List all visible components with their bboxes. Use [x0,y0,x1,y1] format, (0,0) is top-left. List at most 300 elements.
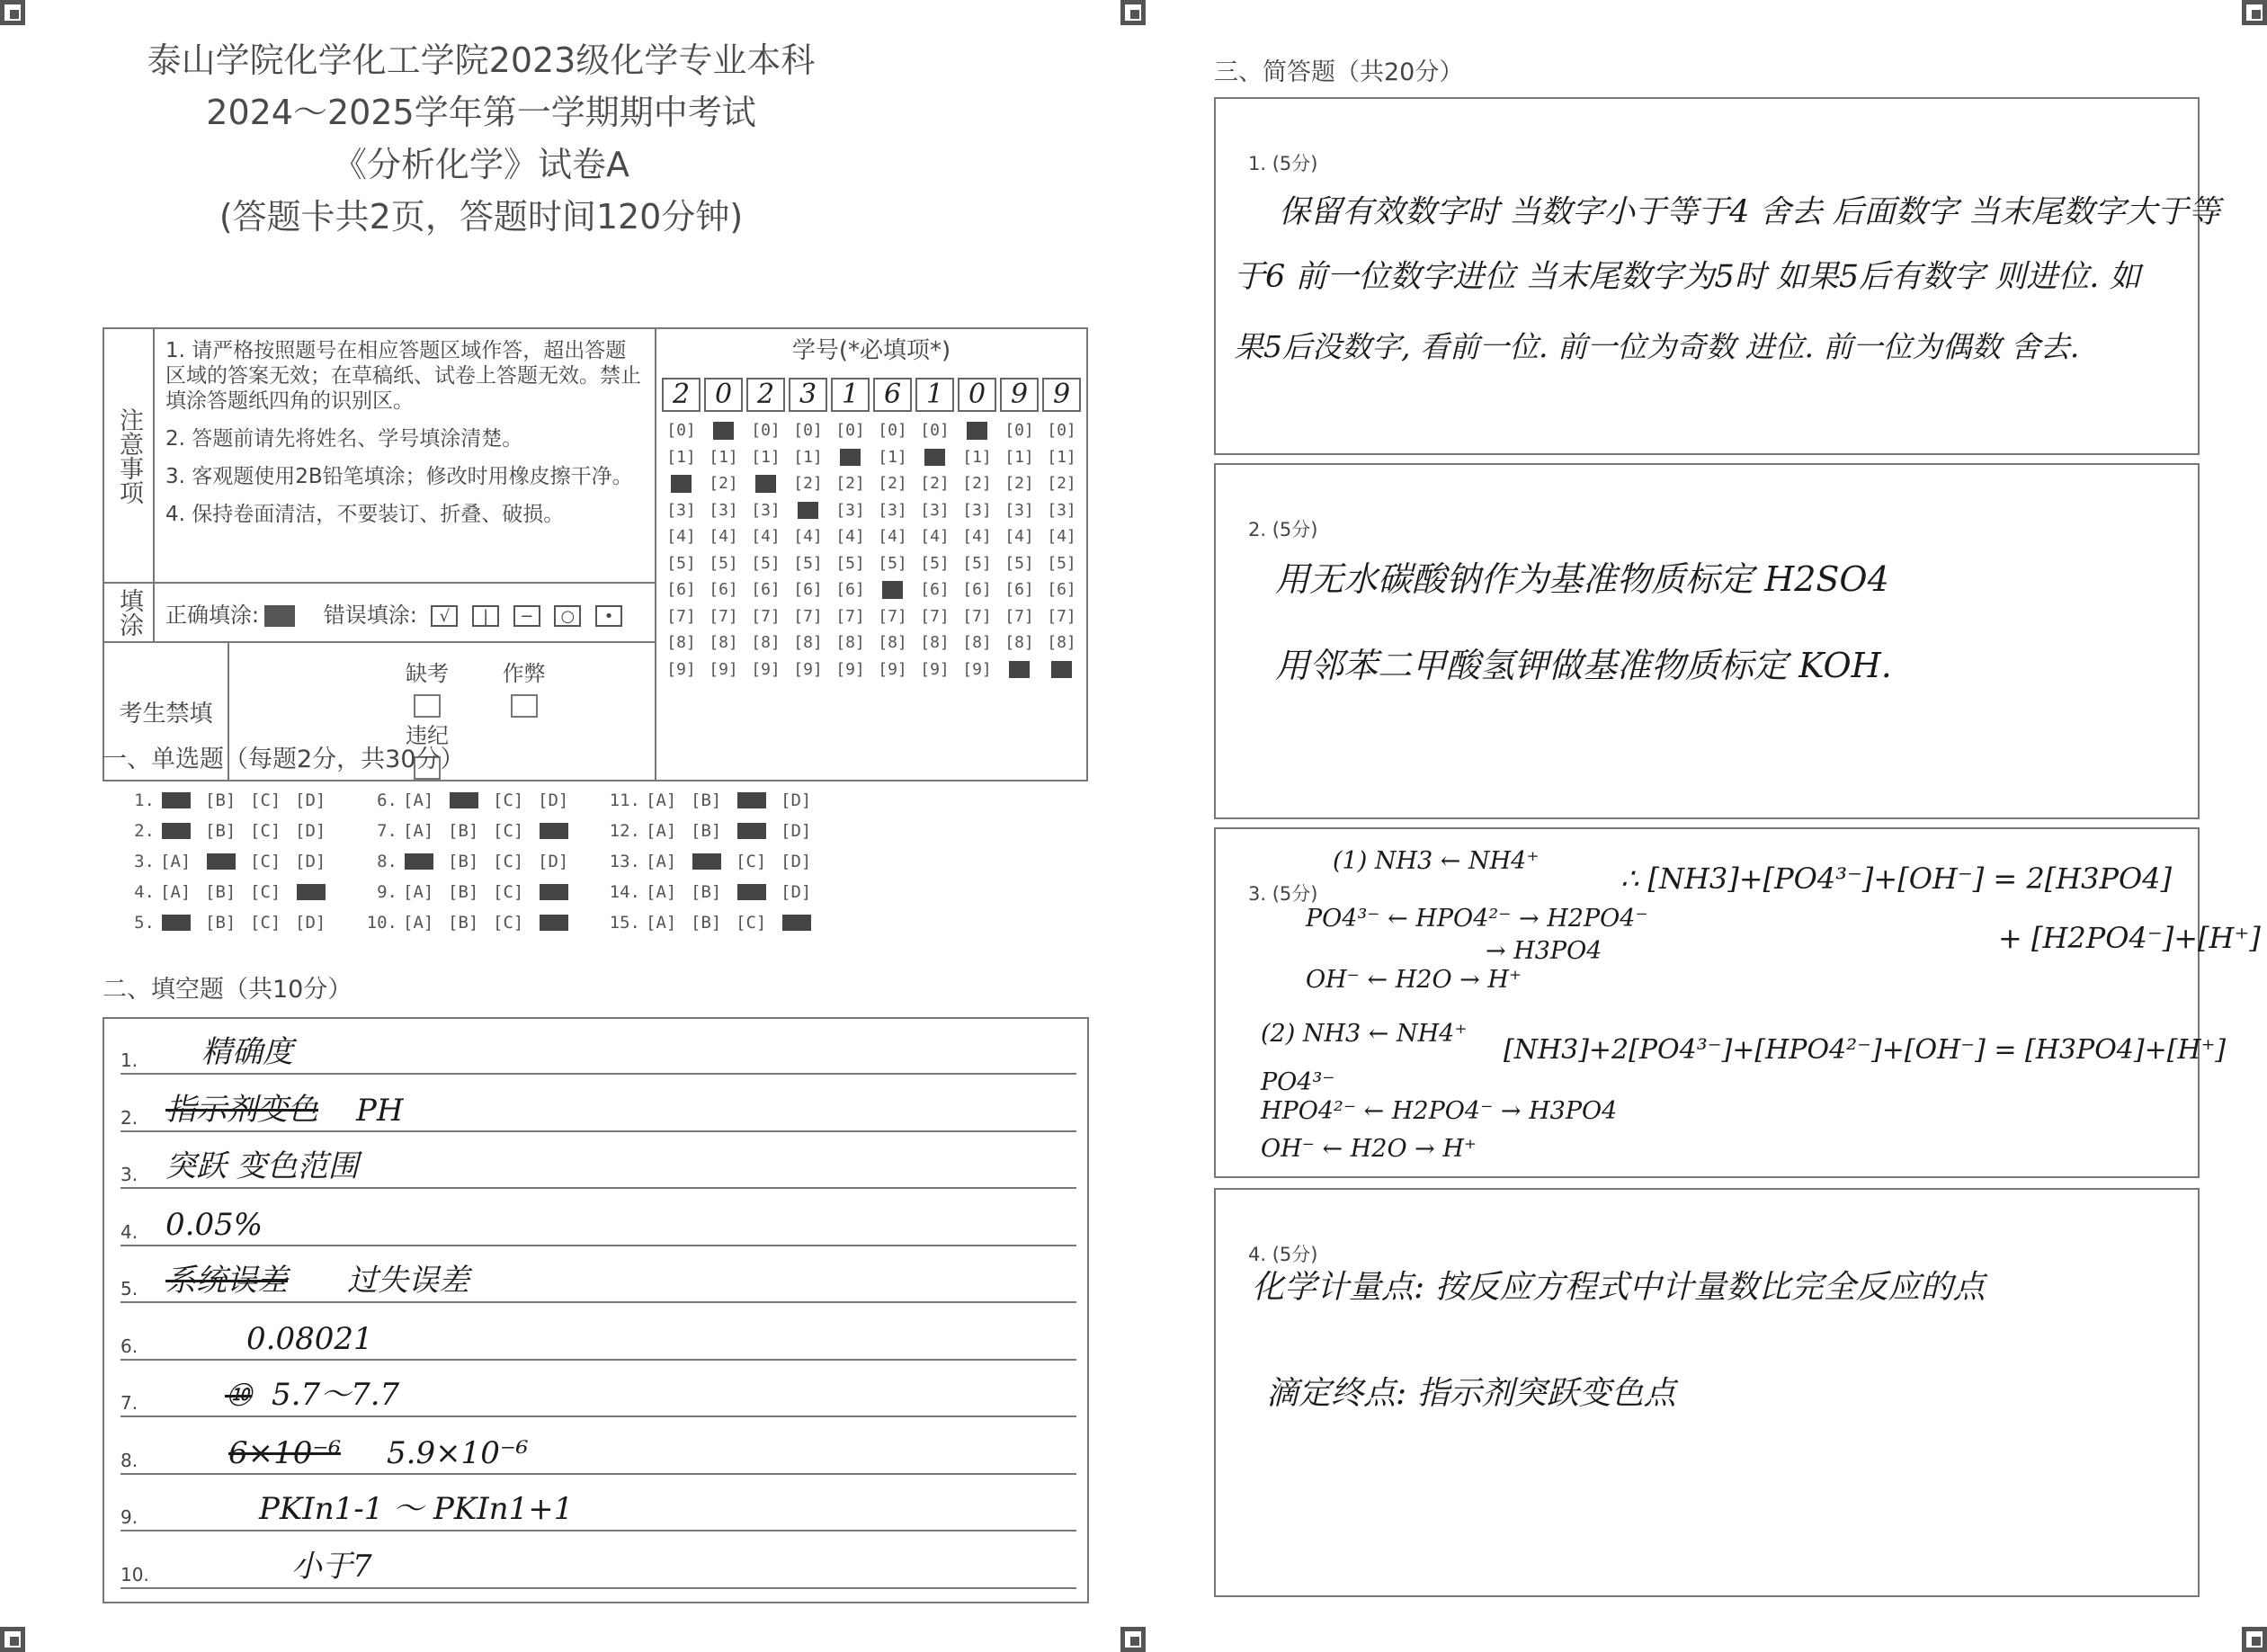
ban-item-cheat[interactable] [488,656,560,718]
handwritten-line[interactable]: HPO4²⁻ ← H2PO4⁻ → H3PO4 [1261,1097,1618,1125]
blank-number: 5. [120,1278,138,1299]
id-bubble[interactable]: [6] [751,580,781,599]
student-id-panel [656,328,1087,781]
blank-number: 6. [120,1335,138,1357]
handwritten-line[interactable]: 保留有效数字时 当数字小于等于4 舍去 后面数字 当末尾数字大于等 [1279,194,2220,230]
blank-number: 10. [120,1564,149,1585]
short-answer-box-1 [1214,97,2220,455]
mc-option-bubble[interactable]: [C] [493,852,524,871]
mc-option-bubble[interactable] [160,816,205,846]
id-bubble[interactable] [956,417,998,444]
id-bubble[interactable] [660,470,702,497]
handwritten-line[interactable]: ∴ [NH3]+[PO4³⁻]+[OH⁻] = 2[H3PO4] [1620,862,2173,896]
mc-option-bubble[interactable]: [D] [781,821,812,841]
mc-question-number: 8. [377,852,397,871]
corner-mark-bottom-right [2242,1627,2267,1652]
handwritten-line[interactable]: PO4³⁻ [1261,1068,1335,1096]
id-bubble[interactable] [1040,656,1083,683]
student-id-digit[interactable]: 9 [1000,378,1039,412]
mc-option-bubble[interactable]: [D] [781,882,812,902]
fill-blank-line [120,1476,1076,1531]
blank-answer[interactable]: 过失误差 [347,1263,469,1299]
id-bubble[interactable]: [9] [962,659,992,679]
wrong-fill-mark: − [513,605,540,627]
id-bubble[interactable] [787,497,829,524]
section3-title: 三、简答题（共20分） [1214,58,1464,86]
id-bubble[interactable]: [1] [751,447,781,467]
ban-item-label: 缺考 [406,661,449,686]
mc-question [602,907,854,938]
mc-question-number: 11. [609,790,640,810]
fill-blank-line [120,1019,1076,1075]
notice-item: 3. 客观题使用2B铅笔填涂；修改时用橡皮擦干净。 [165,465,633,488]
id-bubble[interactable]: [3] [1004,500,1034,520]
mc-question-number: 7. [377,821,397,841]
id-bubble[interactable]: [7] [962,606,992,626]
id-bubble[interactable]: [2] [920,474,950,493]
bubble-row [660,550,1083,577]
blank-answer[interactable]: 5.7～7.7 [272,1377,400,1413]
notice-table [103,327,1088,781]
id-bubble[interactable]: [4] [920,527,950,546]
student-id-digit[interactable]: 1 [915,378,954,412]
blank-number: 2. [120,1107,138,1129]
id-bubble[interactable]: [2] [709,474,738,493]
id-bubble[interactable]: [9] [835,659,865,679]
id-bubble[interactable] [871,576,914,603]
mc-option-bubble[interactable]: [A] [403,821,434,841]
id-bubble[interactable]: [7] [878,606,907,626]
blank-number: 3. [120,1164,138,1185]
id-bubble[interactable]: [5] [709,553,738,573]
student-id-digit[interactable]: 2 [746,378,785,412]
title-line: 2024～2025学年第一学期期中考试 [206,93,756,132]
id-bubble[interactable]: [6] [1004,580,1034,599]
id-bubble[interactable]: [4] [835,527,865,546]
mc-option-bubble[interactable]: [D] [538,790,569,810]
student-id-digit[interactable]: 0 [958,378,996,412]
id-bubble[interactable]: [5] [666,553,696,573]
bubble-row [660,523,1083,550]
corner-mark-bottom-center [1120,1627,1146,1652]
notice-item: 4. 保持卷面清洁，不要装订、折叠、破损。 [165,503,565,526]
id-bubble[interactable]: [5] [962,553,992,573]
id-bubble[interactable]: [9] [751,659,781,679]
blank-answer-struck: 指示剂变色 [165,1092,318,1128]
mc-option-bubble[interactable]: [C] [736,913,767,933]
id-bubble[interactable]: [2] [835,474,865,493]
mc-question [117,846,369,877]
bubble-row [660,470,1083,497]
mc-column [360,785,611,938]
mc-option-bubble[interactable]: [C] [250,821,281,841]
id-bubble[interactable]: [3] [751,500,781,520]
mc-question-number: 13. [609,852,640,871]
student-id-digits [660,378,1083,412]
mc-option-bubble[interactable]: [B] [205,882,237,902]
mc-option-bubble[interactable]: [B] [205,821,237,841]
blank-number: 1. [120,1049,138,1071]
mc-question [602,846,854,877]
blank-answer[interactable]: 小于7 [291,1549,372,1585]
blank-answer[interactable]: 5.9×10⁻⁶ [387,1435,529,1471]
blank-answer-struck: ⑩ [225,1378,253,1414]
mc-option-bubble[interactable]: [A] [646,852,677,871]
corner-mark-top-center [1120,0,1146,25]
id-bubble[interactable] [998,656,1040,683]
mc-option-bubble[interactable]: [D] [295,821,326,841]
blank-number: 9. [120,1506,138,1528]
question-number: 3. (5分) [1248,883,1318,905]
id-bubble[interactable]: [7] [920,606,950,626]
mc-option-bubble[interactable]: [D] [295,913,326,933]
id-bubble[interactable]: [4] [666,527,696,546]
fill-blank-line [120,1419,1076,1475]
bubble-row [660,444,1083,471]
wrong-fill-mark: | [472,605,499,627]
ban-checkbox[interactable] [414,694,441,718]
mc-option-bubble[interactable]: [B] [205,913,237,933]
mc-option-bubble[interactable] [736,785,781,816]
mc-option-bubble[interactable]: [A] [160,852,192,871]
id-bubble[interactable]: [4] [751,527,781,546]
id-bubble[interactable]: [2] [962,474,992,493]
id-bubble[interactable]: [2] [1004,474,1034,493]
mc-question-number: 15. [609,913,640,933]
id-bubble[interactable]: [1] [1004,447,1034,467]
handwritten-line[interactable]: 用无水碳酸钠作为基准物质标定 H2SO4 [1275,559,1889,599]
mc-question [602,785,854,816]
handwritten-line[interactable]: 果5后没数字, 看前一位. 前一位为奇数 进位. 前一位为偶数 舍去. [1234,329,2080,364]
mc-option-bubble[interactable]: [D] [295,790,326,810]
mc-option-bubble[interactable] [538,877,583,907]
mc-option-bubble[interactable]: [A] [403,882,434,902]
student-id-digit[interactable]: 3 [789,378,827,412]
id-bubble[interactable]: [0] [751,421,781,440]
blank-answer[interactable]: PH [356,1093,404,1129]
mc-option-bubble[interactable]: [A] [646,821,677,841]
mc-option-bubble[interactable] [538,907,583,938]
id-bubble[interactable]: [3] [962,500,992,520]
id-bubble[interactable]: [1] [793,447,823,467]
id-bubble[interactable]: [7] [1047,606,1076,626]
id-bubble[interactable]: [8] [666,633,696,652]
mc-option-bubble[interactable]: [C] [736,852,767,871]
student-id-digit[interactable]: 6 [873,378,912,412]
id-bubble[interactable] [702,417,745,444]
mc-option-bubble[interactable] [736,877,781,907]
correct-fill-mark [264,605,295,627]
id-bubble[interactable]: [6] [835,580,865,599]
id-bubble[interactable]: [0] [1047,421,1076,440]
id-bubble[interactable]: [3] [666,500,696,520]
id-bubble[interactable]: [1] [1047,447,1076,467]
mc-option-bubble[interactable]: [D] [781,852,812,871]
handwritten-line[interactable]: → H3PO4 [1486,937,1602,965]
wrong-fill-mark: √ [431,605,458,627]
handwritten-line[interactable]: 用邻苯二甲酸氢钾做基准物质标定 KOH. [1275,646,1892,685]
id-bubble[interactable] [829,444,871,471]
mc-option-bubble[interactable]: [B] [691,821,722,841]
id-bubble[interactable]: [9] [793,659,823,679]
id-bubble[interactable]: [7] [835,606,865,626]
handwritten-line[interactable]: OH⁻ ← H2O → H⁺ [1306,966,1522,994]
title-line: 《分析化学》试卷A [333,145,629,184]
mc-option-bubble[interactable] [691,846,736,877]
mc-question-number: 2. [134,821,155,841]
id-bubble[interactable]: [4] [962,527,992,546]
blank-number: 8. [120,1450,138,1471]
id-bubble[interactable]: [3] [878,500,907,520]
handwritten-line[interactable]: 化学计量点: 按反应方程式中计量数比完全反应的点 [1252,1269,1986,1306]
id-bubble[interactable]: [9] [878,659,907,679]
handwritten-line[interactable]: (1) NH3 ← NH4⁺ [1333,847,1540,875]
id-bubble[interactable]: [4] [709,527,738,546]
id-bubble[interactable]: [4] [793,527,823,546]
id-bubble[interactable]: [4] [878,527,907,546]
wrong-fill-label: 错误填涂: [323,602,417,628]
mc-option-bubble[interactable]: [C] [493,821,524,841]
mc-option-bubble[interactable] [295,877,340,907]
id-bubble[interactable]: [2] [878,474,907,493]
mc-option-bubble[interactable]: [C] [493,790,524,810]
mc-option-bubble[interactable]: [C] [250,790,281,810]
mc-option-bubble[interactable]: [C] [250,882,281,902]
id-bubble[interactable]: [9] [920,659,950,679]
handwritten-line[interactable]: 滴定终点: 指示剂突跃变色点 [1266,1375,1676,1412]
mc-option-bubble[interactable]: [D] [295,852,326,871]
mc-option-bubble[interactable] [448,785,493,816]
mc-question [117,816,369,846]
id-bubble[interactable]: [8] [920,633,950,652]
blank-answer[interactable]: 0.05% [165,1207,263,1243]
fill-blank-line [120,1076,1076,1132]
id-bubble[interactable]: [3] [835,500,865,520]
mc-question [360,785,611,816]
mc-option-bubble[interactable]: [B] [448,882,479,902]
notice-item: 1. 请严格按照题号在相应答题区域作答，超出答题区域的答案无效；在草稿纸、试卷上答题无效。禁止填涂答题纸四角的识别区。 [165,339,641,413]
blank-answer[interactable]: 精确度 [201,1034,293,1070]
mc-question-number: 12. [609,821,640,841]
handwritten-line[interactable]: OH⁻ ← H2O → H⁺ [1261,1135,1477,1163]
id-bubble[interactable]: [5] [751,553,781,573]
id-bubble[interactable]: [8] [709,633,738,652]
mc-option-bubble[interactable]: [D] [781,790,812,810]
correct-fill-label: 正确填涂: [165,602,260,628]
wrong-fill-mark: • [595,605,622,627]
id-bubble[interactable]: [5] [835,553,865,573]
student-id-digit[interactable]: 0 [704,378,743,412]
student-id-digit[interactable]: 9 [1042,378,1081,412]
mc-option-bubble[interactable] [205,846,250,877]
id-bubble[interactable]: [5] [1047,553,1076,573]
id-bubble[interactable]: [0] [793,421,823,440]
ban-item-absent[interactable] [391,656,463,718]
id-bubble[interactable]: [8] [835,633,865,652]
id-bubble[interactable]: [7] [751,606,781,626]
student-id-digit[interactable]: 1 [831,378,870,412]
mc-question [360,907,611,938]
student-id-digit[interactable]: 2 [662,378,701,412]
exam-title [103,34,859,243]
mc-question-number: 10. [366,913,397,933]
mc-option-bubble[interactable]: [A] [403,913,434,933]
mc-option-bubble[interactable]: [B] [448,913,479,933]
mc-option-bubble[interactable] [736,816,781,846]
mc-question [117,907,369,938]
fill-example [154,583,656,642]
mc-option-bubble[interactable]: [D] [538,852,569,871]
id-bubble[interactable]: [5] [920,553,950,573]
id-bubble[interactable]: [3] [1047,500,1076,520]
id-bubble[interactable]: [8] [1047,633,1076,652]
id-bubble[interactable]: [3] [709,500,738,520]
mc-question [117,877,369,907]
fill-blank-box [103,1017,1089,1603]
short-answer-box-2 [1214,463,2200,819]
id-bubble[interactable]: [7] [1004,606,1034,626]
id-bubble[interactable]: [8] [793,633,823,652]
id-bubble[interactable]: [5] [878,553,907,573]
bubble-row [660,630,1083,656]
id-bubble[interactable]: [4] [1047,527,1076,546]
mc-question-number: 3. [134,852,155,871]
id-bubble[interactable]: [6] [920,580,950,599]
mc-question [360,846,611,877]
mc-option-bubble[interactable]: [A] [646,913,677,933]
mc-option-bubble[interactable]: [A] [160,882,192,902]
mc-question [602,816,854,846]
mc-option-bubble[interactable]: [A] [403,790,434,810]
id-bubble[interactable]: [7] [793,606,823,626]
short-answer-box-3 [1214,827,2261,1178]
handwritten-line[interactable]: 于6 前一位数字进位 当末尾数字为5时 如果5后有数字 则进位. 如 [1234,259,2141,295]
title-line: 泰山学院化学化工学院2023级化学专业本科 [147,40,816,80]
mc-option-bubble[interactable]: [B] [448,852,479,871]
mc-option-bubble[interactable]: [B] [691,790,722,810]
mc-question [117,785,369,816]
mc-column [117,785,369,938]
question-number: 1. (5分) [1248,153,1318,174]
id-bubble[interactable]: [5] [793,553,823,573]
ban-item-label: 违纪 [406,723,449,748]
student-id-label: 学号(*必填项*) [791,337,951,364]
id-bubble[interactable]: [5] [1004,553,1034,573]
id-bubble[interactable]: [0] [835,421,865,440]
id-bubble[interactable] [745,470,787,497]
question-number: 2. (5分) [1248,519,1318,540]
id-bubble[interactable]: [0] [920,421,950,440]
id-bubble[interactable]: [2] [1047,474,1076,493]
ban-checkbox[interactable] [511,694,538,718]
mc-question [360,816,611,846]
mc-question-number: 4. [134,882,155,902]
mc-option-bubble[interactable]: [B] [448,821,479,841]
handwritten-line[interactable]: PO4³⁻ ← HPO4²⁻ → H2PO4⁻ [1306,905,1648,933]
id-bubble[interactable]: [1] [878,447,907,467]
id-bubble[interactable] [914,444,956,471]
id-bubble[interactable]: [0] [666,421,696,440]
id-bubble[interactable]: [1] [666,447,696,467]
mc-option-bubble[interactable]: [A] [646,790,677,810]
mc-option-bubble[interactable]: [C] [250,913,281,933]
id-bubble[interactable]: [0] [1004,421,1034,440]
mc-option-bubble[interactable]: [B] [205,790,237,810]
id-bubble[interactable]: [9] [666,659,696,679]
blank-answer[interactable]: 0.08021 [246,1321,373,1357]
fill-blank-line [120,1533,1076,1589]
mc-option-bubble[interactable] [403,846,448,877]
handwritten-line[interactable]: [NH3]+2[PO4³⁻]+[HPO4²⁻]+[OH⁻] = [H3PO4]+[H⁺] [1504,1034,2227,1066]
id-bubble[interactable]: [0] [878,421,907,440]
bubble-row [660,603,1083,630]
ban-label: 考生禁填 [104,643,229,780]
fill-blank-line [120,1247,1076,1303]
id-bubble[interactable]: [6] [793,580,823,599]
id-bubble[interactable]: [8] [962,633,992,652]
id-bubble[interactable]: [1] [962,447,992,467]
blank-answer-struck: 6×10⁻⁶ [228,1435,341,1471]
bubble-row [660,497,1083,524]
id-bubble[interactable]: [8] [878,633,907,652]
mc-option-bubble[interactable] [538,816,583,846]
fill-blank-line [120,1305,1076,1361]
mc-option-bubble[interactable]: [A] [646,882,677,902]
mc-option-bubble[interactable]: [B] [691,882,722,902]
id-bubble[interactable]: [3] [920,500,950,520]
fill-blank-line [120,1133,1076,1189]
handwritten-line[interactable]: (2) NH3 ← NH4⁺ [1261,1020,1468,1048]
id-bubble[interactable]: [8] [1004,633,1034,652]
mc-question-number: 6. [377,790,397,810]
mc-option-bubble[interactable]: [B] [691,913,722,933]
id-bubble[interactable]: [6] [709,580,738,599]
mc-option-bubble[interactable]: [C] [250,852,281,871]
mc-option-bubble[interactable]: [C] [493,882,524,902]
mc-option-bubble[interactable] [160,785,205,816]
id-bubble[interactable]: [6] [1047,580,1076,599]
notice-item: 2. 答题前请先将姓名、学号填涂清楚。 [165,427,523,451]
notice-label: 注意事项 [103,328,154,583]
short-answer-box-4 [1214,1188,2200,1597]
section1-title: 一、单选题（每题2分，共30分） [103,746,465,773]
blank-answer[interactable]: 突跃 变色范围 [165,1148,359,1184]
mc-option-bubble[interactable]: [C] [493,913,524,933]
id-bubble[interactable]: [1] [709,447,738,467]
blank-answer-struck: 系统误差 [165,1263,288,1299]
mc-question-number: 14. [609,882,640,902]
mc-question-number: 5. [134,913,155,933]
id-bubble[interactable]: [8] [751,633,781,652]
corner-mark-top-right [2242,0,2267,25]
id-bubble[interactable]: [6] [666,580,696,599]
mc-option-bubble[interactable] [160,907,205,938]
id-bubble[interactable]: [7] [666,606,696,626]
id-bubble[interactable]: [4] [1004,527,1034,546]
id-bubble[interactable]: [7] [709,606,738,626]
corner-mark-bottom-left [0,1627,25,1652]
blank-answer[interactable]: PKIn1-1 ～ PKIn1+1 [259,1491,574,1527]
mc-question [602,877,854,907]
title-line: (答题卡共2页，答题时间120分钟) [219,197,744,237]
id-bubble[interactable]: [9] [709,659,738,679]
id-bubble[interactable]: [6] [962,580,992,599]
mc-option-bubble[interactable] [781,907,826,938]
handwritten-line[interactable]: + [H2PO4⁻]+[H⁺] [1998,921,2261,955]
fill-label: 填涂 [103,583,154,642]
id-bubble[interactable]: [2] [793,474,823,493]
blank-number: 7. [120,1392,138,1414]
